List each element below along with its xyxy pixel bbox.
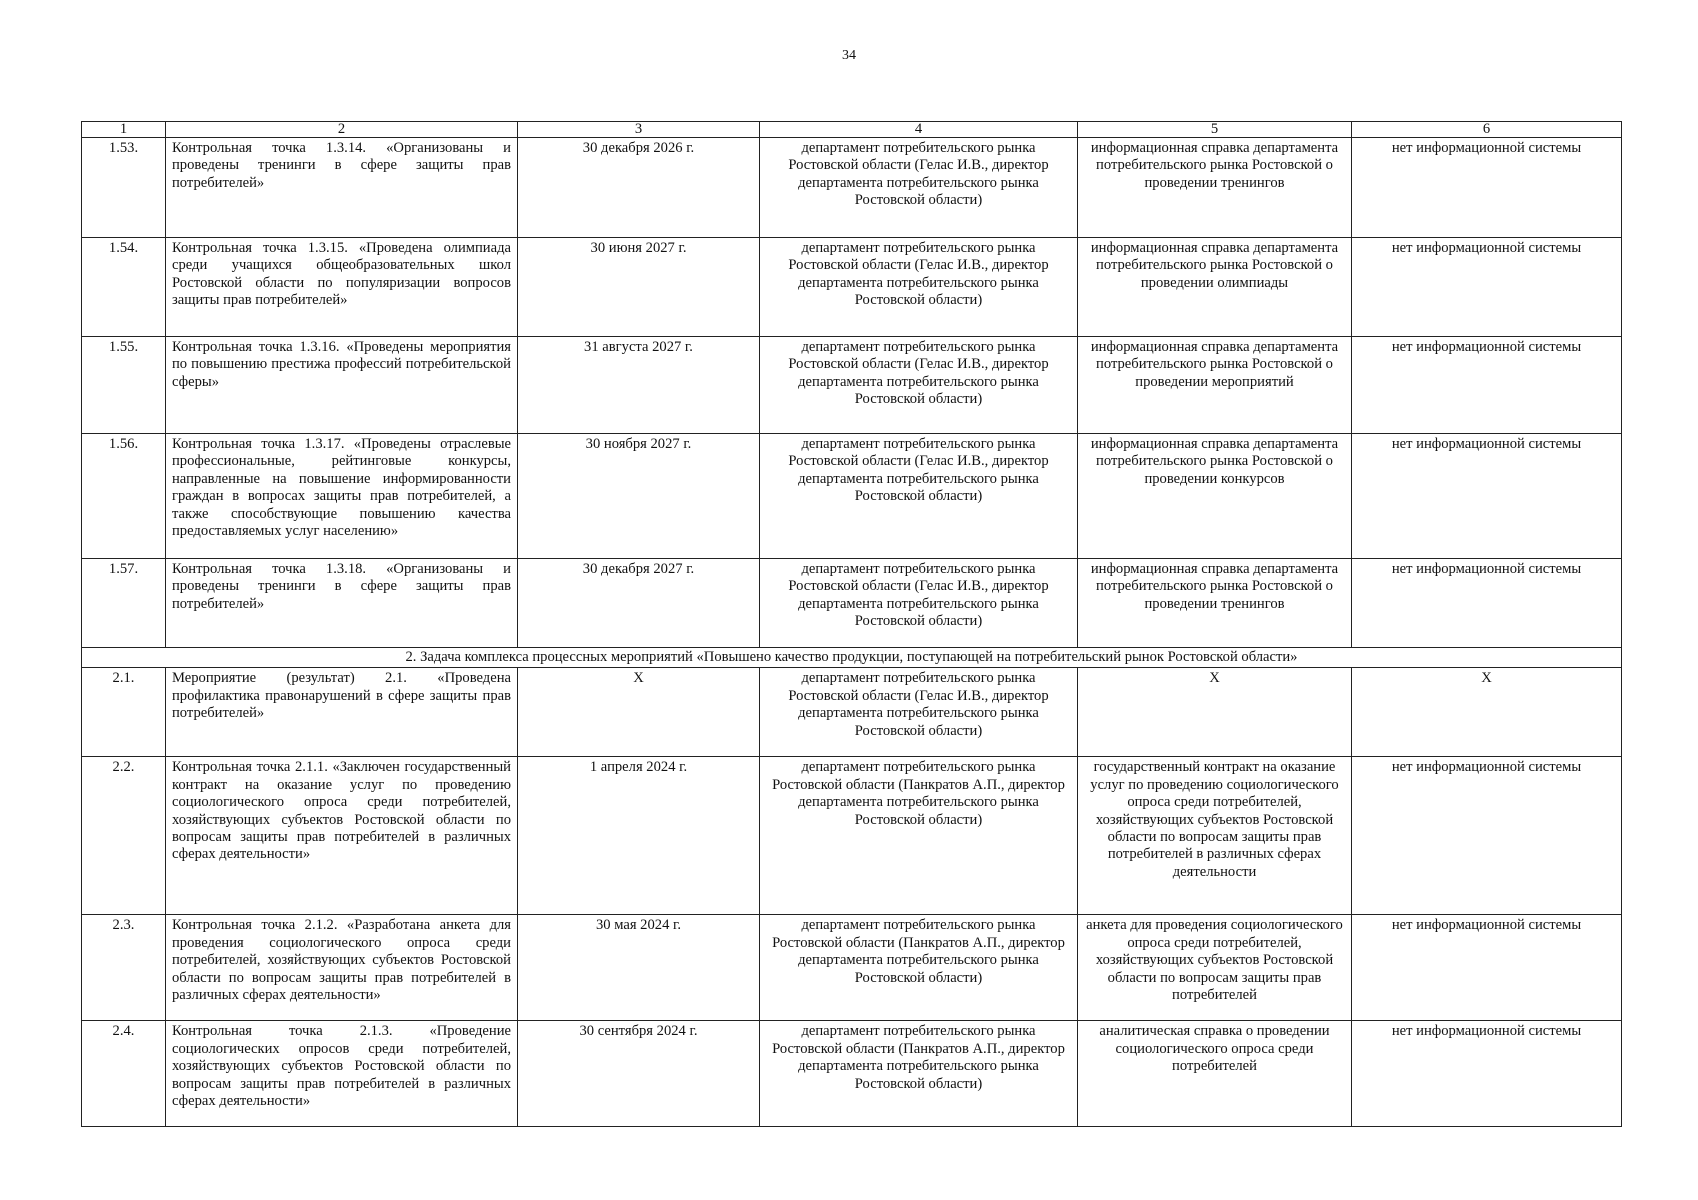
row-number: 2.1. — [82, 668, 166, 757]
row-document: аналитическая справка о проведении социологического опроса среди потребителей — [1078, 1021, 1352, 1127]
row-number: 2.3. — [82, 915, 166, 1021]
row-date: 30 сентября 2024 г. — [518, 1021, 760, 1127]
table-row — [82, 559, 1622, 648]
section-row — [82, 648, 1622, 668]
row-name: Контрольная точка 1.3.14. «Организованы и проведены тренинги в сфере защиты прав потребителей» — [166, 138, 518, 238]
table-row — [82, 434, 1622, 559]
column-number: 1 — [82, 122, 166, 138]
column-number: 2 — [166, 122, 518, 138]
row-number: 1.54. — [82, 238, 166, 337]
column-number: 4 — [760, 122, 1078, 138]
row-responsible: департамент потребительского рынка Ростовской области (Гелас И.В., директор департамента потребительского рынка Ростовской области) — [760, 668, 1078, 757]
row-name: Контрольная точка 1.3.15. «Проведена олимпиада среди учащихся общеобразовательных школ Ростовской области по популяризации вопросов защиты прав потребителей» — [166, 238, 518, 337]
row-document: X — [1078, 668, 1352, 757]
table-row — [82, 138, 1622, 238]
row-number: 2.4. — [82, 1021, 166, 1127]
table-row — [82, 337, 1622, 434]
row-number: 1.53. — [82, 138, 166, 238]
table-row — [82, 668, 1622, 757]
plan-table-body — [82, 122, 1622, 1127]
row-number: 1.55. — [82, 337, 166, 434]
row-responsible: департамент потребительского рынка Ростовской области (Гелас И.В., директор департамента потребительского рынка Ростовской области) — [760, 238, 1078, 337]
row-date: 30 июня 2027 г. — [518, 238, 760, 337]
row-document: информационная справка департамента потребительского рынка Ростовской о проведении тренингов — [1078, 559, 1352, 648]
table-row — [82, 757, 1622, 915]
row-responsible: департамент потребительского рынка Ростовской области (Панкратов А.П., директор департамента потребительского рынка Ростовской области) — [760, 915, 1078, 1021]
row-name: Контрольная точка 1.3.17. «Проведены отраслевые профессиональные, рейтинговые конкурсы, направленные на повышение информированности граждан в вопросах защиты прав потребителей, а также способствующие повышению качества предоставляемых услуг населению» — [166, 434, 518, 559]
section-title: 2. Задача комплекса процессных мероприятий «Повышено качество продукции, поступающей на потребительский рынок Ростовской области» — [82, 648, 1622, 668]
row-date: X — [518, 668, 760, 757]
row-name: Контрольная точка 2.1.2. «Разработана анкета для проведения социологического опроса среди потребителей, хозяйствующих субъектов Ростовской области по вопросам защиты прав потребителей в различных сферах деятельности» — [166, 915, 518, 1021]
row-document: информационная справка департамента потребительского рынка Ростовской о проведении тренингов — [1078, 138, 1352, 238]
row-number: 1.57. — [82, 559, 166, 648]
row-name: Контрольная точка 1.3.16. «Проведены мероприятия по повышению престижа профессий потребительской сферы» — [166, 337, 518, 434]
row-system: нет информационной системы — [1352, 915, 1622, 1021]
row-responsible: департамент потребительского рынка Ростовской области (Гелас И.В., директор департамента потребительского рынка Ростовской области) — [760, 138, 1078, 238]
table-row — [82, 238, 1622, 337]
row-number: 2.2. — [82, 757, 166, 915]
row-document: информационная справка департамента потребительского рынка Ростовской о проведении олимпиады — [1078, 238, 1352, 337]
table-row — [82, 915, 1622, 1021]
row-responsible: департамент потребительского рынка Ростовской области (Панкратов А.П., директор департамента потребительского рынка Ростовской области) — [760, 757, 1078, 915]
column-number: 5 — [1078, 122, 1352, 138]
plan-table — [81, 121, 1622, 1127]
row-system: нет информационной системы — [1352, 559, 1622, 648]
row-system: нет информационной системы — [1352, 138, 1622, 238]
row-system: нет информационной системы — [1352, 434, 1622, 559]
row-date: 1 апреля 2024 г. — [518, 757, 760, 915]
row-name: Контрольная точка 2.1.3. «Проведение социологических опросов среди потребителей, хозяйствующих субъектов Ростовской области по вопросам защиты прав потребителей в различных сферах деятельности» — [166, 1021, 518, 1127]
row-date: 31 августа 2027 г. — [518, 337, 760, 434]
row-document: информационная справка департамента потребительского рынка Ростовской о проведении мероприятий — [1078, 337, 1352, 434]
row-date: 30 декабря 2026 г. — [518, 138, 760, 238]
page-number: 34 — [842, 48, 856, 63]
row-name: Контрольная точка 2.1.1. «Заключен государственный контракт на оказание услуг по проведению социологического опроса среди потребителей, хозяйствующих субъектов Ростовской области по вопросам защиты прав потребителей в различных сферах деятельности» — [166, 757, 518, 915]
row-responsible: департамент потребительского рынка Ростовской области (Гелас И.В., директор департамента потребительского рынка Ростовской области) — [760, 337, 1078, 434]
row-date: 30 декабря 2027 г. — [518, 559, 760, 648]
row-date: 30 мая 2024 г. — [518, 915, 760, 1021]
column-number: 6 — [1352, 122, 1622, 138]
row-name: Контрольная точка 1.3.18. «Организованы и проведены тренинги в сфере защиты прав потребителей» — [166, 559, 518, 648]
column-number-row — [82, 122, 1622, 138]
row-responsible: департамент потребительского рынка Ростовской области (Гелас И.В., директор департамента потребительского рынка Ростовской области) — [760, 559, 1078, 648]
row-system: нет информационной системы — [1352, 238, 1622, 337]
row-system: нет информационной системы — [1352, 1021, 1622, 1127]
table-row — [82, 1021, 1622, 1127]
row-system: нет информационной системы — [1352, 757, 1622, 915]
row-system: нет информационной системы — [1352, 337, 1622, 434]
row-document: информационная справка департамента потребительского рынка Ростовской о проведении конкурсов — [1078, 434, 1352, 559]
column-number: 3 — [518, 122, 760, 138]
row-name: Мероприятие (результат) 2.1. «Проведена профилактика правонарушений в сфере защиты прав потребителей» — [166, 668, 518, 757]
row-date: 30 ноября 2027 г. — [518, 434, 760, 559]
row-document: государственный контракт на оказание услуг по проведению социологического опроса среди потребителей, хозяйствующих субъектов Ростовской области по вопросам защиты прав потребителей в различных сферах деятельности — [1078, 757, 1352, 915]
row-document: анкета для проведения социологического опроса среди потребителей, хозяйствующих субъектов Ростовской области по вопросам защиты прав потребителей — [1078, 915, 1352, 1021]
row-responsible: департамент потребительского рынка Ростовской области (Гелас И.В., директор департамента потребительского рынка Ростовской области) — [760, 434, 1078, 559]
row-number: 1.56. — [82, 434, 166, 559]
row-responsible: департамент потребительского рынка Ростовской области (Панкратов А.П., директор департамента потребительского рынка Ростовской области) — [760, 1021, 1078, 1127]
row-system: X — [1352, 668, 1622, 757]
